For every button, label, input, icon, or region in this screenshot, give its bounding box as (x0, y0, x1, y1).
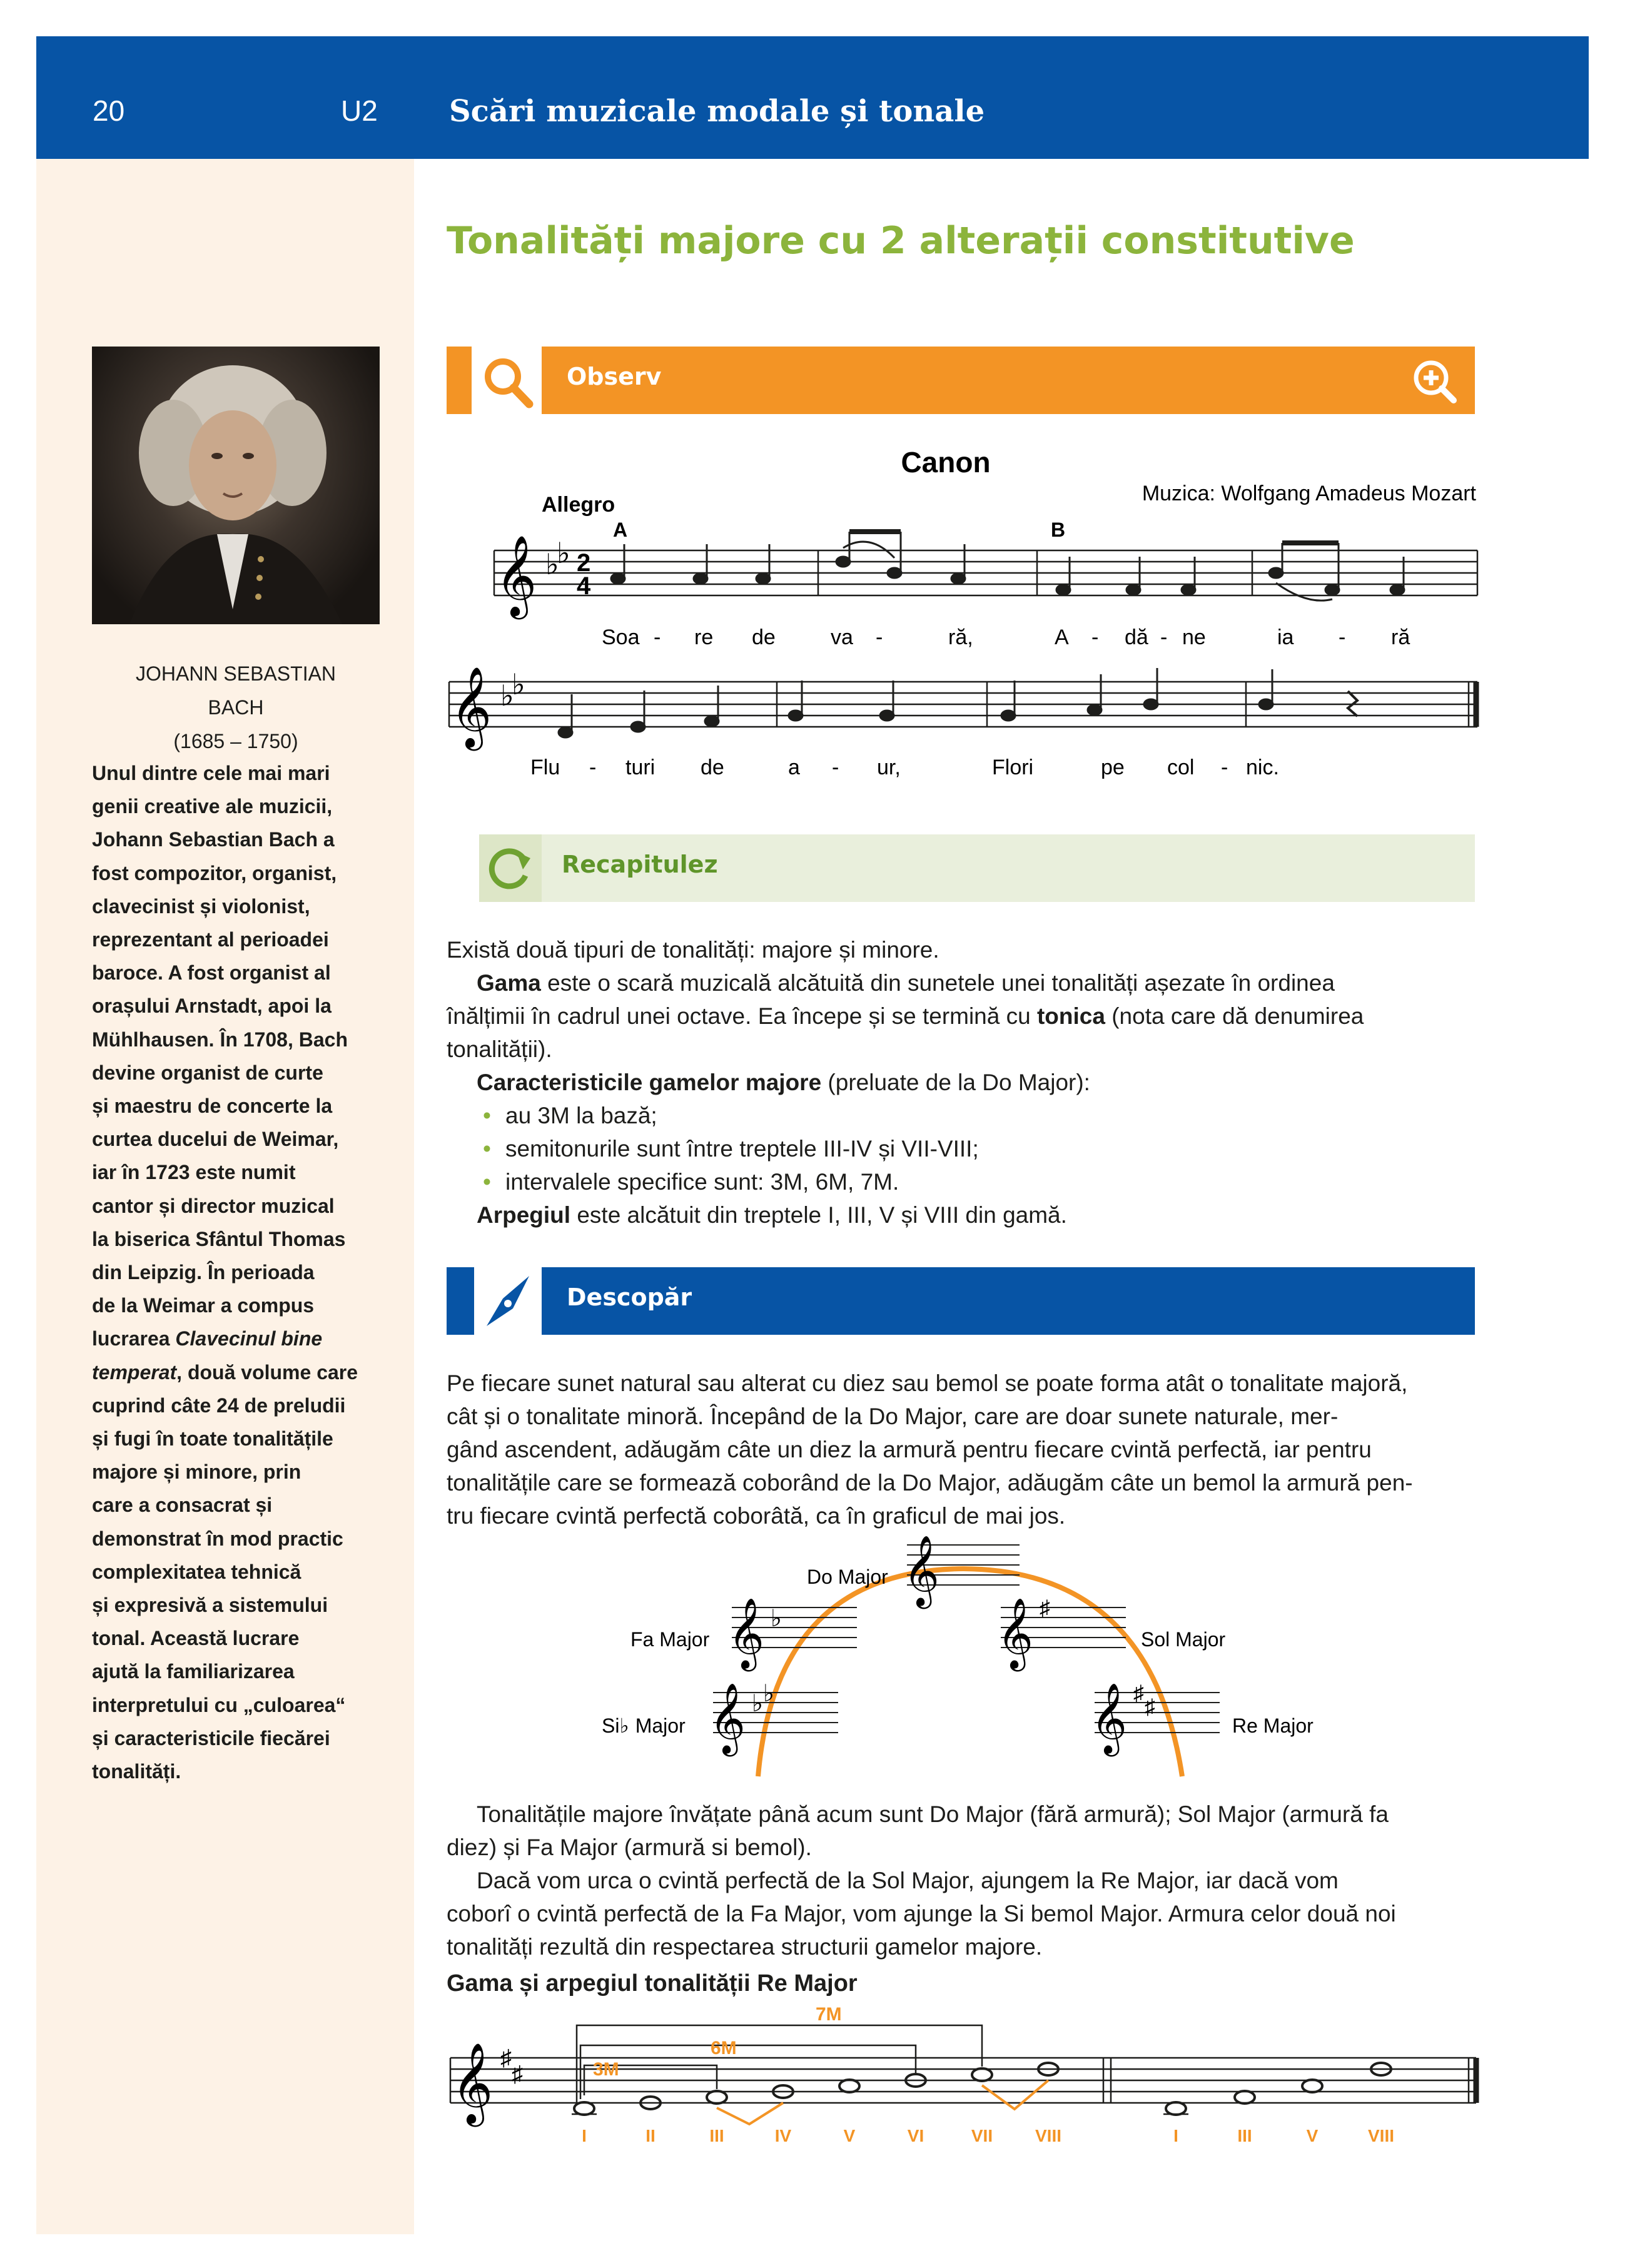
svg-text:𝄞: 𝄞 (1091, 1683, 1127, 1752)
descopar-label: Descopăr (567, 1283, 692, 1311)
svg-text:IV: IV (774, 2126, 792, 2145)
svg-text:III: III (709, 2126, 724, 2145)
bach-portrait (92, 347, 380, 624)
rehearsal-mark-a: A (613, 519, 628, 541)
scale-degree-labels (582, 2126, 1394, 2145)
svg-text:4: 4 (577, 572, 591, 600)
recap-gama-line2: înălțimii în cadrul unei octave. Ea începe și se termină cu tonica (nota care dă denumirea (447, 1003, 1364, 1029)
bullet-item: • au 3M la bază; (505, 1099, 657, 1132)
observ-bar (542, 347, 1475, 414)
canon-score (438, 438, 1489, 788)
svg-text:II: II (645, 2126, 656, 2145)
svg-text:VIII: VIII (1367, 2126, 1395, 2145)
svg-text:♯: ♯ (1133, 1681, 1144, 1705)
refresh-icon (479, 834, 542, 902)
svg-text:-: - (876, 625, 883, 649)
svg-text:pe: pe (1101, 756, 1125, 779)
svg-text:I: I (582, 2126, 587, 2145)
rehearsal-mark-b: B (1051, 519, 1066, 541)
svg-text:col: col (1167, 756, 1195, 779)
recap-gama-line1: Gama este o scară muzicală alcătuită din sunetele unei tonalități așezate în ordinea (477, 970, 1335, 996)
recap-intro: Există două tipuri de tonalități: majore și minore. (447, 937, 939, 963)
lyrics-line-1 (602, 625, 1410, 649)
lesson-title: Tonalități majore cu 2 alterații constitutive (447, 219, 1355, 263)
svg-text:V: V (1306, 2126, 1319, 2145)
recap-arpeggio: Arpegiul este alcătuit din treptele I, III, V și VIII din gamă. (477, 1202, 1067, 1228)
composer-credit: Muzica: Wolfgang Amadeus Mozart (1142, 482, 1476, 505)
svg-text:Soa: Soa (602, 625, 640, 649)
svg-text:va: va (831, 625, 853, 649)
recapitulez-label: Recapitulez (562, 851, 718, 878)
svg-text:ur,: ur, (877, 756, 901, 779)
composer-name: JOHANN SEBASTIAN BACH (1685 – 1750) (135, 662, 337, 752)
page-number: 20 (93, 94, 125, 127)
svg-text:𝄞: 𝄞 (709, 1683, 746, 1752)
key-sib-major: Si♭ Major (602, 1714, 686, 1738)
svg-text:ia: ia (1277, 625, 1294, 649)
svg-text:-: - (589, 756, 597, 779)
scale-notes (572, 2063, 1391, 2115)
svg-text:dă: dă (1125, 625, 1148, 649)
svg-text:ne: ne (1182, 625, 1206, 649)
svg-text:♭: ♭ (771, 1606, 782, 1632)
svg-text:7M: 7M (816, 2004, 842, 2025)
svg-text:♭: ♭ (545, 548, 559, 580)
lyrics-line-2 (530, 756, 1279, 779)
svg-text:𝄞: 𝄞 (997, 1598, 1033, 1667)
svg-text:♯: ♯ (1145, 1695, 1155, 1719)
svg-text:-: - (832, 756, 839, 779)
svg-text:-: - (1221, 756, 1228, 779)
tempo-marking: Allegro (542, 493, 615, 517)
svg-text:de: de (752, 625, 776, 649)
zoom-in-icon[interactable] (1410, 357, 1460, 407)
svg-text:-: - (1091, 625, 1099, 649)
bullet-item: • intervalele specifice sunt: 3M, 6M, 7M. (505, 1165, 899, 1198)
observ-label: Observ (567, 363, 662, 390)
svg-text:2: 2 (577, 549, 591, 577)
fifths-diagram (588, 1526, 1339, 1789)
notes-staff-1 (611, 532, 1404, 600)
svg-text:𝄞: 𝄞 (728, 1598, 764, 1667)
key-sol-major: Sol Major (1141, 1628, 1226, 1651)
svg-text:♭: ♭ (557, 537, 570, 569)
svg-text:VI: VI (907, 2126, 924, 2145)
svg-text:♭: ♭ (512, 668, 525, 701)
svg-text:Flori: Flori (992, 756, 1034, 779)
svg-text:ră: ră (1391, 625, 1410, 649)
unit-label: U2 (341, 94, 378, 127)
re-major-scale (438, 1995, 1489, 2145)
svg-text:-: - (654, 625, 661, 649)
svg-text:III: III (1237, 2126, 1252, 2145)
descopar-after: Tonalitățile majore învățate până acum sunt Do Major (fără armură); Sol Major (armură fa diez) și Fa Major (armură si bemol). Dacă vom urca o cvintă perfectă de la Sol Major, ajungem la Re Major, iar dacă vom coborî o cvintă perfectă de la Fa Major, vom ajunge la Si bemol Major. Armura celor două noi tonalități rezultă din respectarea structurii gamelor majore. (447, 1801, 1396, 1960)
svg-text:♯: ♯ (500, 2045, 512, 2070)
svg-text:nic.: nic. (1246, 756, 1279, 779)
svg-text:VIII: VIII (1035, 2126, 1062, 2145)
observ-icon-bg (472, 347, 542, 414)
svg-text:a: a (788, 756, 800, 779)
bullet-item: • semitonurile sunt între treptele III-IV și VII-VIII; (505, 1132, 979, 1165)
key-do-major: Do Major (807, 1566, 888, 1588)
svg-text:♭: ♭ (752, 1691, 763, 1717)
recap-characteristics: Caracteristicile gamelor majore (preluate de la Do Major): (477, 1070, 1090, 1095)
svg-text:♭: ♭ (763, 1681, 774, 1707)
staff-line-2 (449, 682, 1477, 727)
svg-text:turi: turi (625, 756, 656, 779)
svg-text:♭: ♭ (500, 679, 514, 712)
key-fa-major: Fa Major (630, 1628, 710, 1651)
svg-text:3M: 3M (593, 2059, 619, 2080)
compass-icon (474, 1267, 542, 1335)
chapter-title: Scări muzicale modale și tonale (449, 94, 985, 129)
svg-text:6M: 6M (711, 2038, 737, 2058)
recap-icon-bg (479, 834, 542, 902)
svg-text:VII: VII (971, 2126, 993, 2145)
descopar-tab (447, 1267, 474, 1335)
song-title: Canon (901, 446, 991, 478)
composer-biography: Unul dintre cele mai mari genii creative ale muzicii, Johann Sebastian Bach a fost compozitor, organist, clavecinist și violonist, reprezentant al perioadei baroce. A fost organist al orașului Arnstadt, apoi la Mühlhausen. În 1708, Bach devine organist de curte și maestru de concerte la curtea ducelui de Weimar, iar în 1723 este numit cantor și director muzical la biserica Sfântul Thomas din Leipzig. În perioada de la Weimar a compus lucrarea Clavecinul bine temperat, două volume care cuprind câte 24 de preludii și fugi în toate tonalitățile majore și minore, prin care a consacrat și demonstrat în mod practic complexitatea tehnică și expresivă a sistemului tonal. Această lucrare ajută la familiarizarea interpretului cu „culoarea“ și caracteristicile fiecărei tonalități. (92, 762, 358, 1783)
svg-text:𝄞: 𝄞 (495, 536, 537, 614)
scale-caption: Gama și arpegiul tonalității Re Major (447, 1970, 858, 1997)
svg-text:I: I (1173, 2126, 1178, 2145)
svg-text:de: de (701, 756, 724, 779)
svg-text:♯: ♯ (512, 2061, 523, 2087)
key-re-major: Re Major (1232, 1714, 1314, 1737)
svg-text:♯: ♯ (1040, 1596, 1050, 1620)
recap-gama-line3: tonalității). (447, 1036, 552, 1062)
descopar-icon-bg (474, 1267, 542, 1335)
svg-text:𝄞: 𝄞 (452, 2043, 494, 2122)
svg-text:𝄞: 𝄞 (450, 667, 492, 746)
svg-text:V: V (843, 2126, 856, 2145)
svg-text:ră,: ră, (948, 625, 973, 649)
svg-text:Flu: Flu (530, 756, 560, 779)
svg-text:-: - (1339, 625, 1346, 649)
svg-text:-: - (1160, 625, 1168, 649)
svg-text:re: re (694, 625, 714, 649)
descopar-paragraph: Pe fiecare sunet natural sau alterat cu diez sau bemol se poate forma atât o tonalitate majoră, cât și o tonalitate minoră. Începând de la Do Major, care are doar sunete naturale, mer- gând ascendent, adăugăm câte un diez la armură pentru fiecare cvintă perfectă, iar pentru tonalitățile care se formează coborând de la Do Major, adăugăm câte un bemol la armură pen- tru fiecare cvintă perfectă coborâtă, ca în graficul de mai jos. (447, 1370, 1413, 1529)
svg-text:𝄞: 𝄞 (903, 1536, 939, 1604)
svg-text:A: A (1055, 625, 1069, 649)
magnifier-icon (472, 347, 542, 414)
